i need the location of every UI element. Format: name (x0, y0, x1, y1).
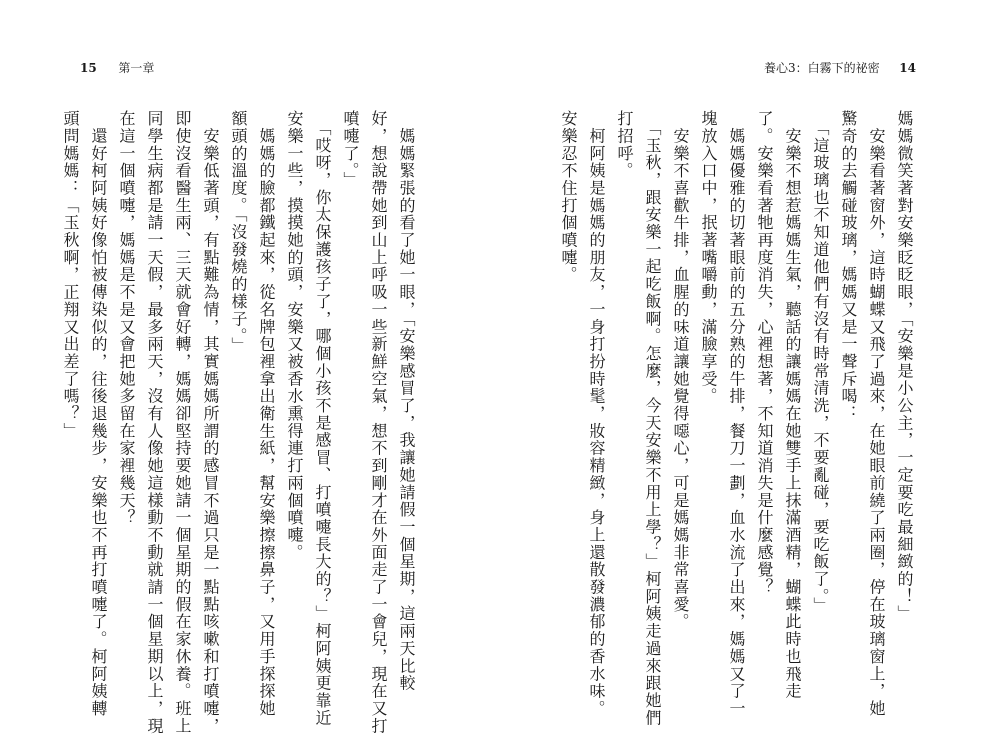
text-column: 媽媽緊張的看了她一眼，「安樂感冒了，我讓她請假一個星期，這兩天比較 (397, 110, 416, 692)
text-column: 好，想說帶她到山上呼吸一些新鮮空氣，想不到剛才在外面走了一會兒，現在又打 (369, 110, 388, 735)
text-column: 噴嚏了。」 (341, 110, 360, 189)
left-page-header (80, 60, 154, 76)
right-page-header (764, 60, 916, 76)
left-page-number: 15 (80, 61, 97, 75)
text-column: 媽媽微笑著對安樂眨眨眼，「安樂是小公主，一定要吃最細緻的！」 (895, 110, 914, 623)
text-column: 額頭的溫度。「沒發燒的樣子。」 (229, 110, 248, 355)
text-column: 安樂忍不住打個噴嚏。 (559, 110, 578, 284)
text-column: 還好柯阿姨好像怕被傳染似的，往後退幾步，安樂也不再打噴嚏了。柯阿姨轉 (89, 110, 108, 718)
text-column: 了。安樂看著牠再度消失，心裡想著，不知道消失是什麼感覺？ (755, 110, 774, 596)
text-column: 媽媽優雅的切著眼前的五分熟的牛排，餐刀一劃，血水流了出來，媽媽又了一 (727, 110, 746, 718)
chapter-title: 第一章 (118, 61, 155, 75)
text-column: 安樂一些，摸摸她的頭，安樂又被香水熏得連打兩個噴嚏。 (285, 110, 304, 562)
text-column: 安樂不想惹媽媽生氣，聽話的讓媽媽在她雙手上抹滿酒精，蝴蝶此時也飛走 (783, 110, 802, 700)
text-column: 在這一個噴嚏，媽媽是不是又會把她多留在家裡幾天？ (117, 110, 136, 527)
right-page-number: 14 (899, 61, 916, 75)
text-column: 媽媽的臉都鐵起來，從名牌包裡拿出衛生紙，幫安樂擦擦鼻子，又用手探探她 (257, 110, 276, 718)
text-column: 柯阿姨是媽媽的朋友，一身打扮時髦，妝容精緻，身上還散發濃郁的香水味。 (587, 110, 606, 718)
text-column: 「哎呀，你太保護孩子了，哪個小孩不是感冒、打噴嚏長大的？」柯阿姨更靠近 (313, 110, 332, 727)
text-column: 「玉秋，跟安樂一起吃飯啊。怎麼，今天安樂不用上學？」柯阿姨走過來跟她們 (643, 110, 662, 727)
text-column: 安樂看著窗外，這時蝴蝶又飛了過來，在她眼前繞了兩圈，停在玻璃窗上，她 (867, 110, 886, 718)
running-title: 養心3：白霧下的祕密 (764, 61, 880, 75)
text-column: 安樂低著頭，有點難為情，其實媽媽所謂的感冒不過只是一點點咳嗽和打噴嚏， (201, 110, 220, 735)
text-column: 頭問媽媽：「玉秋啊，正翔又出差了嗎？」 (61, 110, 80, 440)
text-column: 同學生病都是請一天假，最多兩天，沒有人像她這樣動不動就請一個星期以上，現 (145, 110, 164, 735)
text-column: 安樂不喜歡牛排，血腥的味道讓她覺得噁心，可是媽媽非常喜愛。 (671, 110, 690, 631)
text-column: 即使沒看醫生兩、三天就會好轉，媽媽卻堅持要她請一個星期的假在家休養。班上 (173, 110, 192, 735)
text-column: 「這玻璃也不知道他們有沒有時常清洗，不要亂碰，要吃飯了。」 (811, 110, 830, 615)
text-column: 塊放入口中，抿著嘴嚼動，滿臉享受。 (699, 110, 718, 405)
text-column: 打招呼。 (615, 110, 634, 180)
text-column: 驚奇的去觸碰玻璃，媽媽又是一聲斥喝： (839, 110, 858, 423)
